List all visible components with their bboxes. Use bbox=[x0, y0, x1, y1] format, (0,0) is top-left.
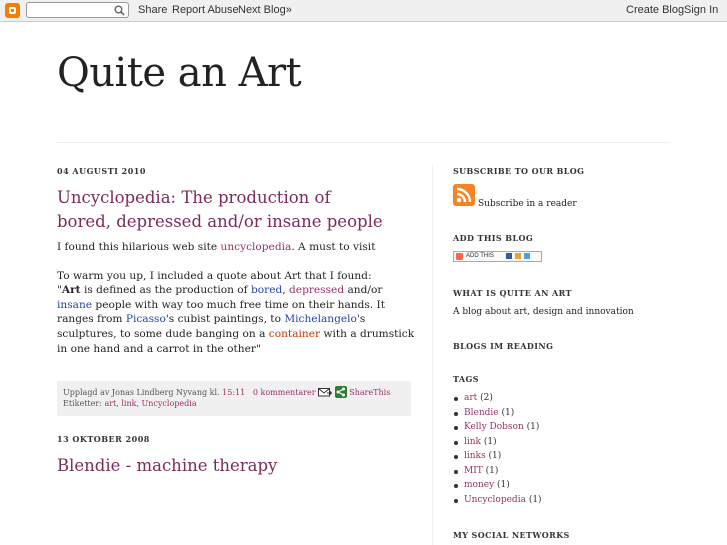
tag-link[interactable]: Uncyclopedia bbox=[464, 494, 526, 505]
text: Art bbox=[61, 284, 81, 297]
tag-link[interactable]: money bbox=[464, 480, 495, 490]
subscribe-link[interactable]: Subscribe in a reader bbox=[478, 199, 577, 209]
sharethis-link[interactable]: ShareThis bbox=[349, 388, 391, 397]
post-time-link[interactable]: 15:11 bbox=[222, 388, 246, 397]
tag-count: (1) bbox=[485, 465, 499, 476]
tag-item bbox=[453, 391, 542, 406]
comments-link[interactable]: 0 kommentarer bbox=[252, 388, 316, 397]
share-icon[interactable] bbox=[335, 386, 347, 398]
post-title[interactable]: Uncyclopedia: The production of bored, depressed and/or insane people bbox=[57, 188, 383, 231]
michelangelo-link[interactable]: Michelangelo bbox=[284, 313, 357, 326]
tag-count: (2) bbox=[480, 393, 493, 403]
service-icon bbox=[506, 253, 512, 259]
share-link[interactable]: Share bbox=[138, 4, 168, 16]
about-heading: WHAT IS QUITE AN ART bbox=[453, 288, 572, 298]
text: , bbox=[282, 284, 290, 297]
post-date: 04 AUGUSTI 2010 bbox=[57, 166, 146, 176]
picasso-link[interactable]: Picasso bbox=[125, 313, 166, 326]
header-divider bbox=[57, 142, 669, 143]
tag-item bbox=[453, 493, 542, 508]
text: is defined as the production of bbox=[80, 284, 251, 297]
blogs-heading: BLOGS IM READING bbox=[453, 341, 554, 351]
tag-link[interactable]: MIT bbox=[464, 465, 483, 476]
social-heading: MY SOCIAL NETWORKS bbox=[453, 530, 570, 540]
tag-item bbox=[453, 478, 542, 493]
next-blog-link[interactable]: Next Blog» bbox=[238, 4, 292, 16]
email-post-icon[interactable] bbox=[318, 387, 332, 397]
tag-count: (1) bbox=[501, 407, 515, 418]
subscribe-heading: SUBSCRIBE TO OUR BLOG bbox=[453, 166, 585, 176]
text: " bbox=[57, 284, 62, 297]
create-blog-link[interactable]: Create Blog bbox=[626, 4, 685, 16]
tag-link[interactable]: links bbox=[464, 451, 486, 461]
tag-link[interactable]: Kelly Dobson bbox=[464, 422, 524, 432]
text: people with way too much free time on their hands. It ranges from bbox=[57, 298, 385, 326]
post-body bbox=[57, 240, 417, 370]
tag-count: (1) bbox=[526, 422, 540, 432]
addthis-plus-icon bbox=[456, 253, 463, 260]
container-link[interactable]: container bbox=[268, 327, 321, 340]
blog-title[interactable]: Quite an Art bbox=[57, 50, 302, 96]
tag-count: (1) bbox=[528, 494, 542, 505]
depressed-link[interactable]: depressed bbox=[289, 284, 345, 297]
tag-count: (1) bbox=[497, 480, 510, 490]
search-input[interactable] bbox=[26, 2, 129, 18]
column-divider bbox=[432, 165, 433, 545]
text: and/or bbox=[344, 284, 383, 297]
addthis-label: ADD THIS bbox=[466, 253, 494, 259]
tag-item bbox=[453, 420, 542, 435]
uncyclopedia-link[interactable]: uncyclopedia bbox=[220, 241, 292, 253]
labels-links[interactable]: art, link, Uncyclopedia bbox=[104, 399, 197, 408]
labels-prefix: Etiketter: bbox=[63, 399, 102, 408]
text: . A must to visit bbox=[291, 241, 376, 253]
post-quote bbox=[57, 269, 417, 357]
tag-item bbox=[453, 449, 542, 464]
tag-item bbox=[453, 435, 542, 450]
post-paragraph bbox=[57, 240, 417, 255]
tag-item bbox=[453, 406, 542, 421]
tag-count: (1) bbox=[488, 451, 502, 461]
post-footer bbox=[57, 381, 411, 416]
posted-by: Upplagd av Jonas Lindberg Nyvang kl. bbox=[63, 388, 220, 397]
addthis-heading: ADD THIS BLOG bbox=[453, 233, 534, 243]
text: with a drumstick in one hand and a carrot in the other" bbox=[57, 327, 415, 355]
sign-in-link[interactable]: Sign In bbox=[684, 4, 719, 16]
text: 's sculptures, to some dude banging on a bbox=[57, 313, 366, 340]
text: 's cubist paintings, to bbox=[165, 313, 285, 326]
about-text: A blog about art, design and innovation bbox=[453, 307, 634, 317]
text: To warm you up, I included a quote about Art that I found: bbox=[57, 269, 372, 282]
blogger-navbar bbox=[0, 0, 727, 22]
post-labels bbox=[63, 399, 197, 408]
search-icon[interactable] bbox=[114, 5, 125, 16]
service-icon bbox=[515, 253, 521, 259]
tags-list bbox=[453, 391, 542, 507]
service-icon bbox=[524, 253, 530, 259]
tag-link[interactable]: Blendie bbox=[464, 407, 499, 418]
rss-icon[interactable] bbox=[453, 184, 475, 206]
report-abuse-link[interactable]: Report Abuse bbox=[172, 4, 239, 16]
post-footer-line bbox=[63, 386, 390, 398]
tag-link[interactable]: link bbox=[464, 436, 482, 447]
tag-count: (1) bbox=[483, 436, 497, 447]
insane-link[interactable]: insane bbox=[57, 298, 93, 311]
post-date: 13 OKTOBER 2008 bbox=[57, 434, 150, 444]
addthis-button[interactable] bbox=[453, 251, 542, 262]
bored-link[interactable]: bored bbox=[250, 284, 283, 297]
text: I found this hilarious web site bbox=[57, 241, 221, 253]
blogger-logo-icon[interactable] bbox=[5, 3, 20, 18]
tag-link[interactable]: art bbox=[464, 393, 478, 403]
post-title[interactable]: Blendie - machine therapy bbox=[57, 456, 278, 475]
tags-heading: TAGS bbox=[453, 374, 479, 384]
tag-item bbox=[453, 464, 542, 479]
